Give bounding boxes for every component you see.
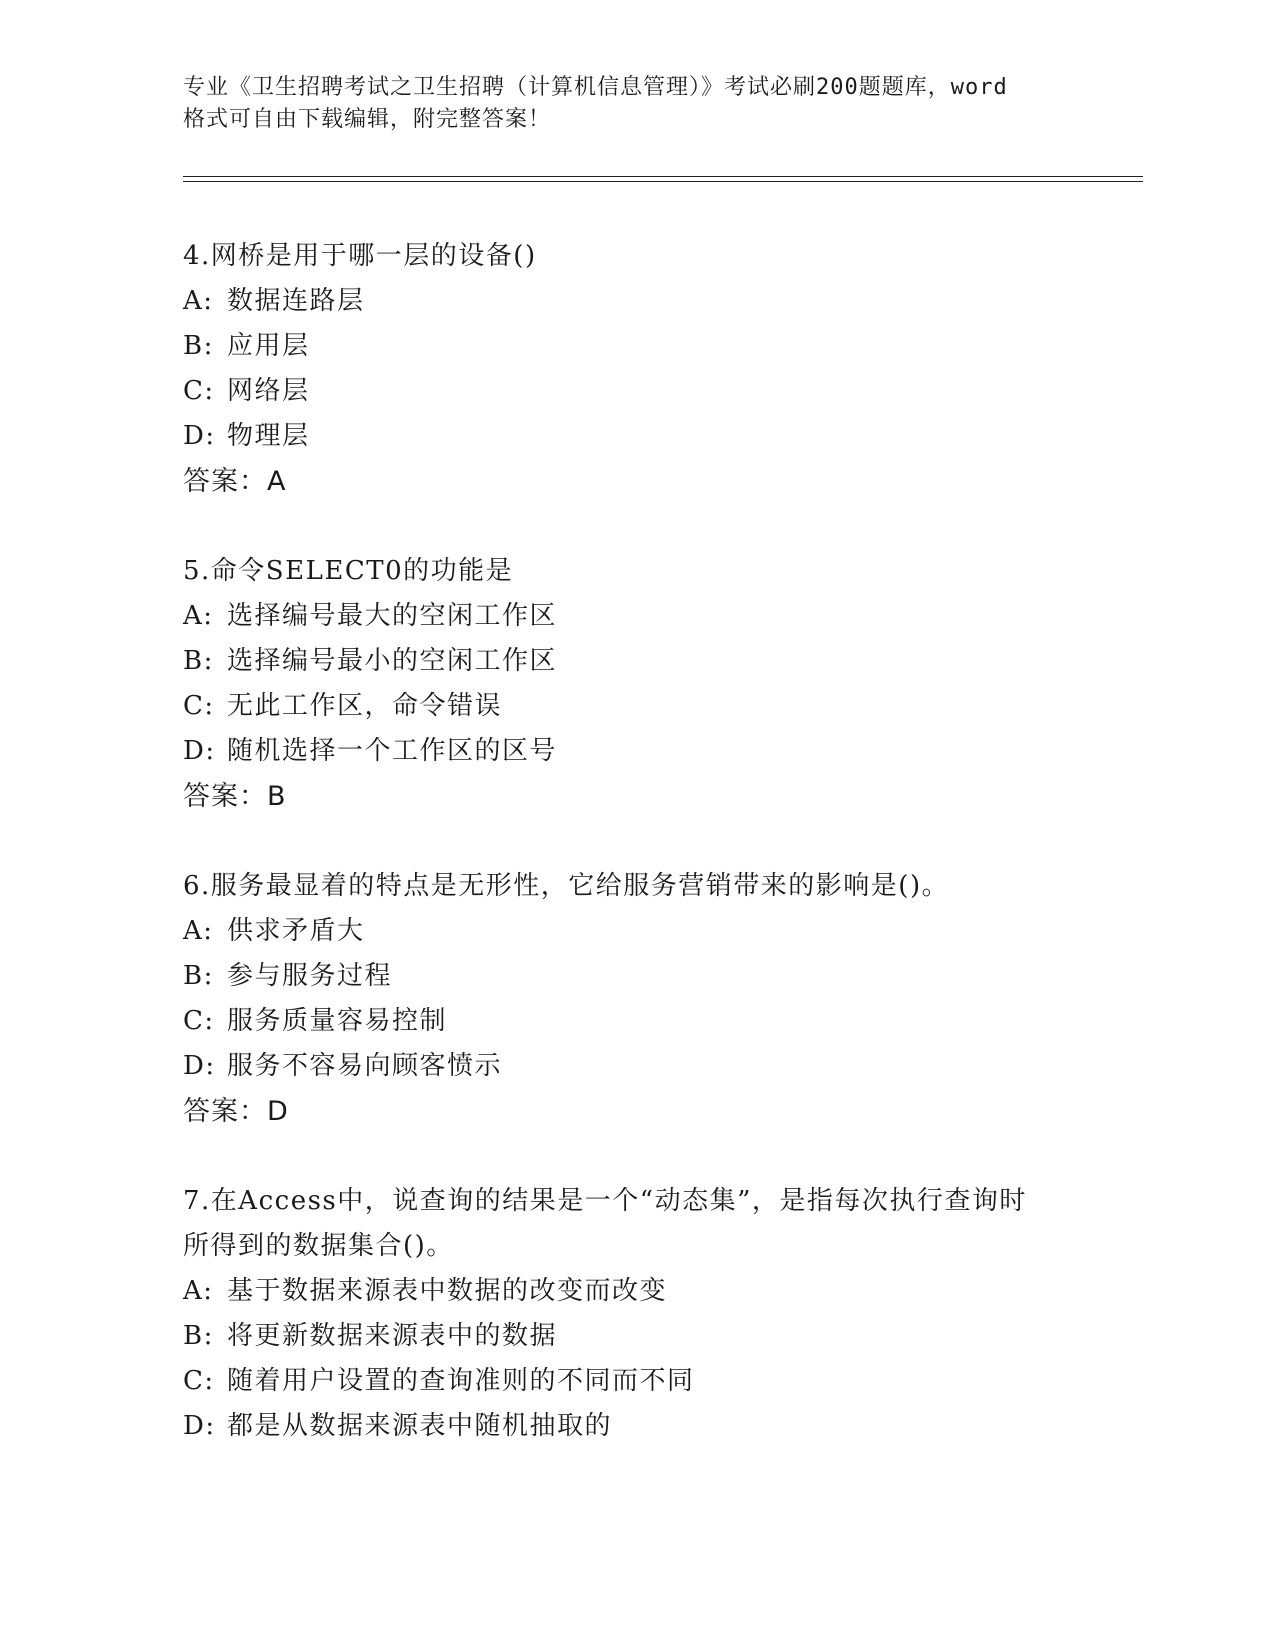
- option-a: [183, 909, 1083, 954]
- option-text: 都是从数据来源表中随机抽取的: [227, 1411, 613, 1441]
- option-letter: D:: [183, 1411, 216, 1441]
- option-text: 选择编号最大的空闲工作区: [227, 601, 558, 631]
- option-letter: C:: [183, 376, 215, 406]
- option-letter: D:: [183, 736, 216, 766]
- option-letter: B:: [183, 961, 214, 991]
- option-letter: B:: [183, 1321, 214, 1351]
- option-letter: B:: [183, 646, 214, 676]
- option-text: 随机选择一个工作区的区号: [227, 736, 558, 766]
- option-d: [183, 1404, 1083, 1449]
- option-letter: D:: [183, 1051, 216, 1081]
- option-text: 随着用户设置的查询准则的不同而不同: [227, 1366, 695, 1396]
- option-d: [183, 1044, 1083, 1089]
- question-stem: 6.服务最显着的特点是无形性，它给服务营销带来的影响是()。: [183, 871, 950, 901]
- option-letter: C:: [183, 1366, 215, 1396]
- option-text: 物理层: [227, 421, 310, 451]
- option-text: 数据连路层: [227, 286, 365, 316]
- option-text: 服务质量容易控制: [227, 1006, 448, 1036]
- option-text: 网络层: [227, 376, 310, 406]
- option-text: 供求矛盾大: [227, 916, 365, 946]
- option-letter: C:: [183, 1006, 215, 1036]
- option-b: [183, 639, 1083, 684]
- option-text: 将更新数据来源表中的数据: [227, 1321, 558, 1351]
- option-a: [183, 1269, 1083, 1314]
- option-text: 应用层: [227, 331, 310, 361]
- question-5: [183, 549, 1083, 820]
- option-text: 服务不容易向顾客愤示: [227, 1051, 503, 1081]
- option-text: 选择编号最小的空闲工作区: [227, 646, 558, 676]
- option-d: [183, 414, 1083, 459]
- question-4: [183, 234, 1083, 505]
- header-divider-top: [183, 176, 1143, 177]
- option-b: [183, 954, 1083, 999]
- option-a: [183, 594, 1083, 639]
- question-6: [183, 864, 1083, 1135]
- header-divider-bottom: [183, 181, 1143, 182]
- option-c: [183, 369, 1083, 414]
- option-letter: B:: [183, 331, 214, 361]
- option-b: [183, 324, 1083, 369]
- option-letter: C:: [183, 691, 215, 721]
- header-line-2: 格式可自由下载编辑，附完整答案！: [183, 107, 552, 132]
- option-text: 参与服务过程: [227, 961, 393, 991]
- answer-line: 答案：A: [183, 466, 287, 497]
- option-letter: D:: [183, 421, 216, 451]
- option-letter: A:: [183, 916, 214, 946]
- question-7: [183, 1179, 1083, 1449]
- option-d: [183, 729, 1083, 774]
- option-c: [183, 999, 1083, 1044]
- option-letter: A:: [183, 1276, 214, 1306]
- answer-line: 答案：B: [183, 781, 287, 812]
- question-stem: 4.网桥是用于哪一层的设备(): [183, 241, 537, 271]
- option-letter: A:: [183, 601, 214, 631]
- option-a: [183, 279, 1083, 324]
- document-header: [183, 72, 1063, 136]
- option-text: 基于数据来源表中数据的改变而改变: [227, 1276, 668, 1306]
- option-b: [183, 1314, 1083, 1359]
- answer-line: 答案：D: [183, 1096, 289, 1127]
- option-text: 无此工作区，命令错误: [227, 691, 503, 721]
- question-stem: 5.命令SELECT0的功能是: [183, 556, 514, 586]
- question-stem: 7.在Access中，说查询的结果是一个“动态集”，是指每次执行查询时所得到的数据集合()。: [183, 1186, 1027, 1261]
- option-c: [183, 684, 1083, 729]
- header-line-1: 专业《卫生招聘考试之卫生招聘（计算机信息管理）》考试必刷200题题库，word: [183, 75, 1008, 100]
- option-letter: A:: [183, 286, 214, 316]
- option-c: [183, 1359, 1083, 1404]
- question-list: [183, 234, 1083, 1493]
